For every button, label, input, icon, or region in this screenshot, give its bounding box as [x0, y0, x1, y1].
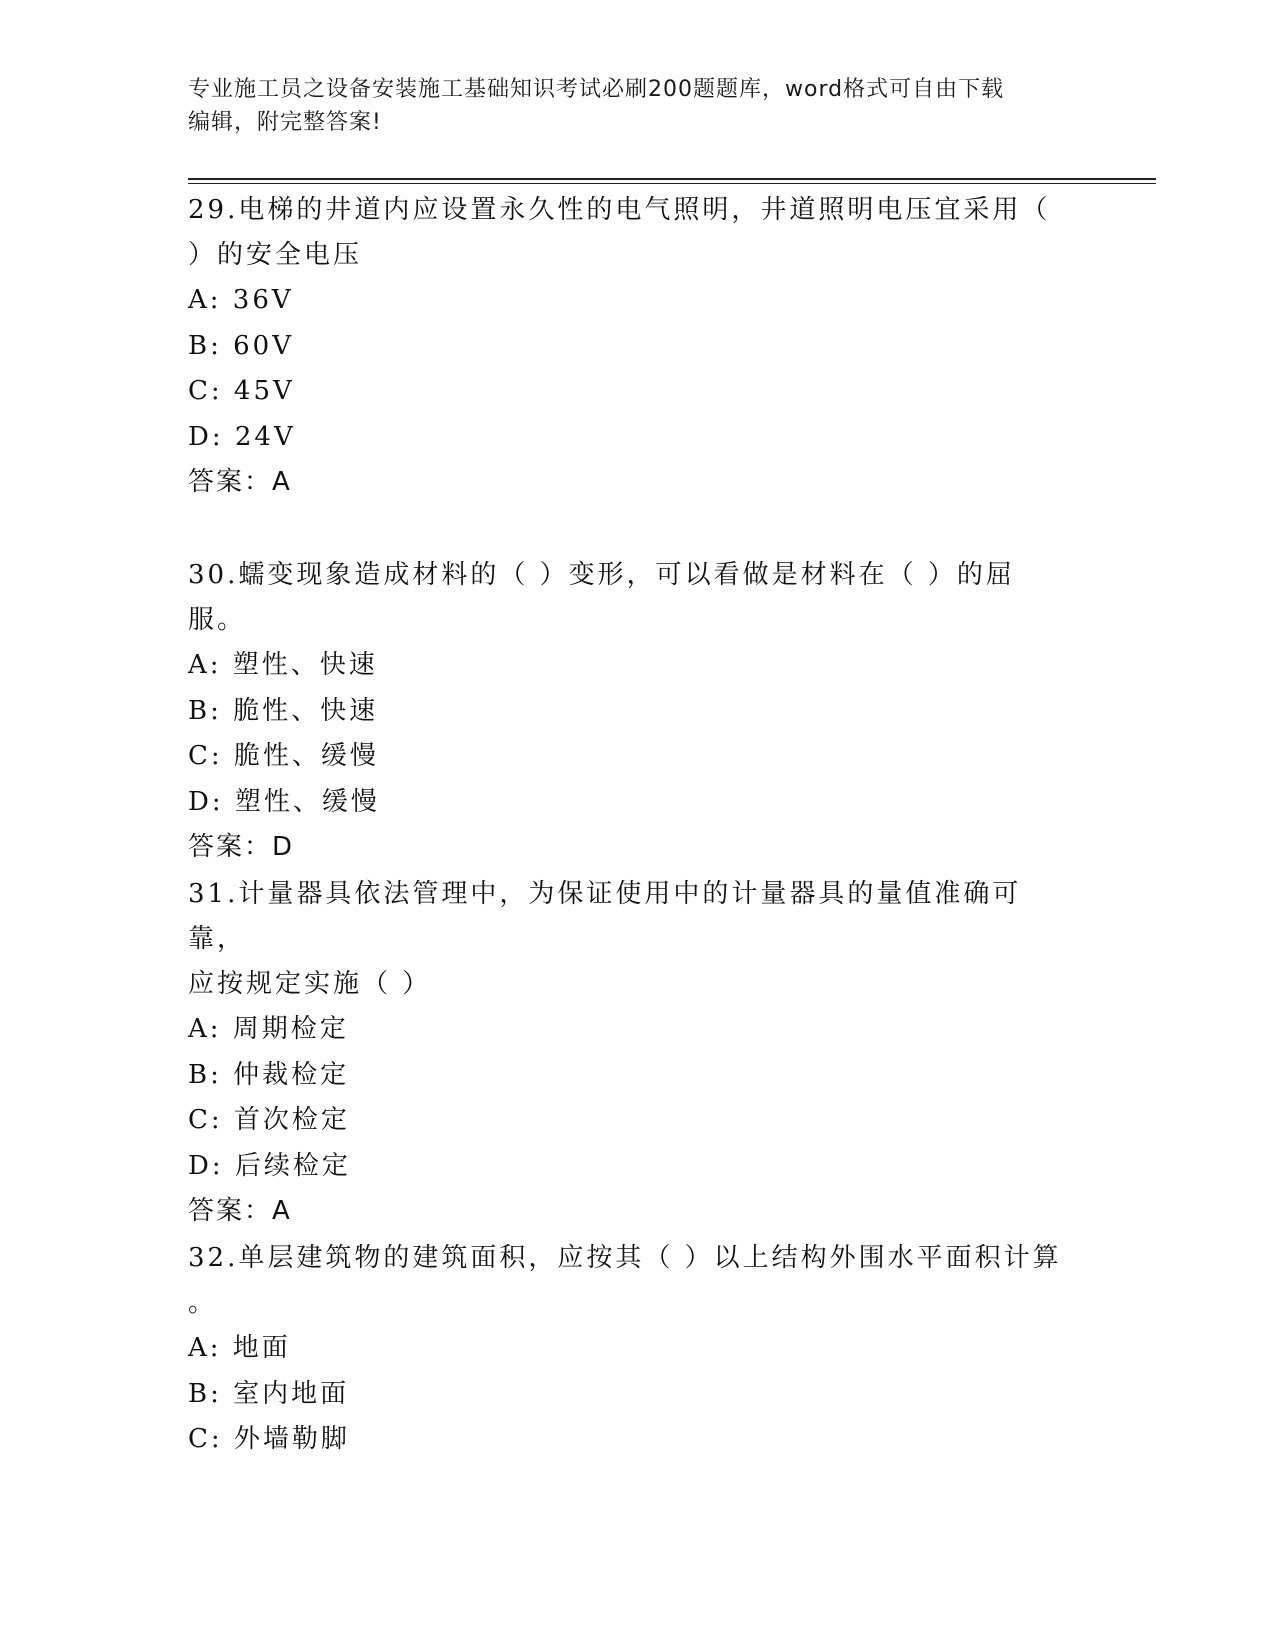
answer: 答案：D: [188, 832, 295, 862]
option-d: D: 24V: [188, 421, 296, 452]
option-a: A: 地面: [188, 1333, 291, 1363]
question-31: [188, 872, 1068, 1234]
option-c: C: 45V: [188, 376, 295, 406]
header-line-2: 编辑，附完整答案!: [188, 110, 382, 135]
answer: 答案：A: [188, 1196, 292, 1226]
question-text-line: 30.蠕变现象造成材料的（ ）变形，可以看做是材料在（ ）的屈服。: [188, 560, 1015, 635]
question-text-line: 应按规定实施（ ）: [188, 969, 432, 999]
question-29: [188, 188, 1068, 505]
header-line-1: 专业施工员之设备安装施工基础知识考试必刷200题题库，word格式可自由下载: [188, 77, 1005, 102]
option-a: A: 周期检定: [188, 1014, 349, 1044]
option-b: B: 仲裁检定: [188, 1059, 350, 1090]
option-c: C: 外墙勒脚: [188, 1424, 350, 1454]
option-b: B: 脆性、快速: [188, 695, 379, 726]
option-c: C: 脆性、缓慢: [188, 741, 379, 771]
option-b: B: 室内地面: [188, 1378, 350, 1409]
option-d: D: 后续检定: [188, 1150, 351, 1181]
answer: 答案：A: [188, 467, 292, 497]
question-text-line: 。: [188, 1288, 218, 1318]
option-a: A: 36V: [188, 285, 294, 315]
question-32: [188, 1236, 1068, 1463]
question-text-line: 29.电梯的井道内应设置永久性的电气照明，井道照明电压宜采用（: [188, 195, 1051, 225]
question-text-line: 32.单层建筑物的建筑面积，应按其（ ）以上结构外围水平面积计算: [188, 1243, 1062, 1273]
option-c: C: 首次检定: [188, 1105, 350, 1135]
header-divider-bottom: [188, 183, 1156, 184]
question-text-line: 31.计量器具依法管理中，为保证使用中的计量器具的量值准确可靠，: [188, 879, 1022, 954]
option-d: D: 塑性、缓慢: [188, 786, 380, 817]
document-header: [188, 73, 1088, 139]
question-text-line: ）的安全电压: [188, 240, 363, 270]
option-b: B: 60V: [188, 330, 294, 361]
header-divider-top: [188, 178, 1156, 180]
option-a: A: 塑性、快速: [188, 650, 378, 680]
question-30: [188, 553, 1068, 870]
